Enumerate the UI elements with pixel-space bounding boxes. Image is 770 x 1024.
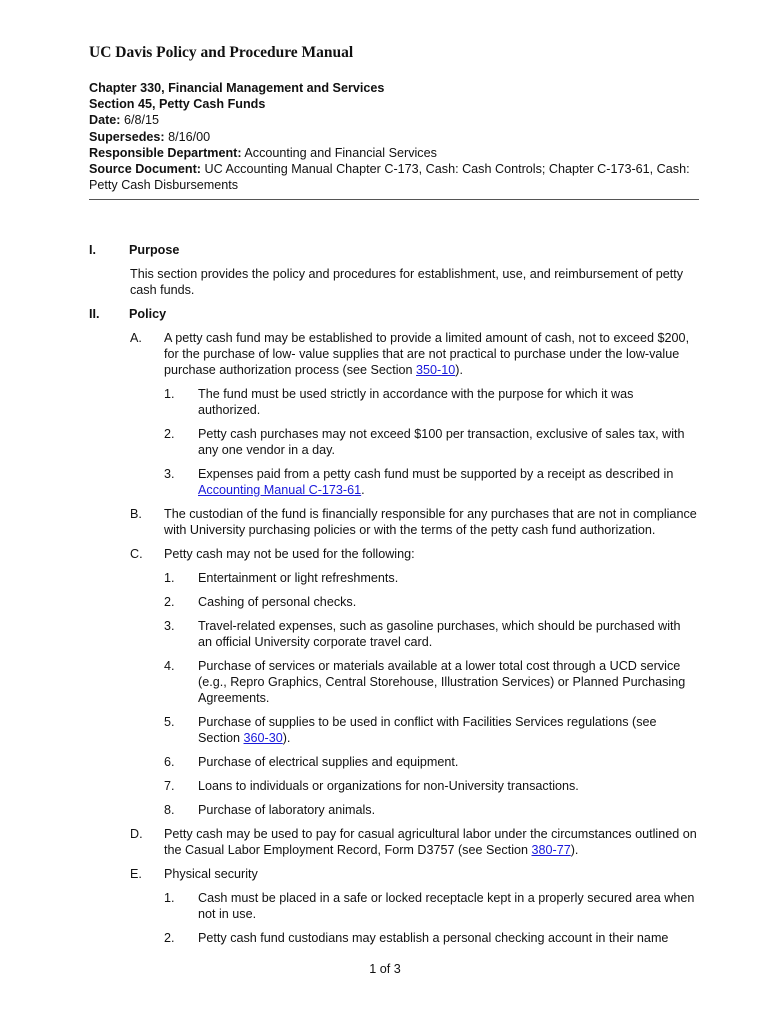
page-number: 1 of 3 [369, 962, 401, 976]
date-line: Date: 6/8/15 [89, 113, 160, 128]
document-metadata [89, 80, 709, 193]
item-c-sub-4-line-1: Purchase of services or materials available at a lower total cost through a UCD service [198, 659, 681, 673]
item-c-sub-3-line-2: an official University corporate travel card. [198, 635, 433, 649]
item-a-sub-2-num: 2. [164, 427, 175, 441]
department-line: Responsible Department: Accounting and Financial Services [89, 145, 437, 160]
item-a-sub-2-line-2: any one vendor in a day. [198, 443, 335, 457]
item-a-sub-2-line-1: Petty cash purchases may not exceed $100 per transaction, exclusive of sales tax, with [198, 427, 685, 441]
item-a-label: A. [130, 331, 142, 345]
item-d-line-2: the Casual Labor Employment Record, Form D3757 (see Section 380-77). [164, 843, 579, 857]
item-c-line-1: Petty cash may not be used for the following: [164, 547, 415, 561]
item-b-label: B. [130, 507, 142, 521]
supersedes-line: Supersedes: 8/16/00 [89, 129, 211, 144]
item-d-line-1: Petty cash may be used to pay for casual agricultural labor under the circumstances outlined on [164, 827, 697, 841]
item-e-sub-1-num: 1. [164, 891, 175, 905]
item-c-sub-1-line-1: Entertainment or light refreshments. [198, 571, 399, 585]
item-c-sub-2-num: 2. [164, 595, 175, 609]
item-a-line-3: purchase authorization process (see Section 350-10). [164, 363, 463, 377]
item-c-sub-5-line-1: Purchase of supplies to be used in conflict with Facilities Services regulations (see [198, 715, 657, 729]
purpose-text-line-2: cash funds. [130, 283, 195, 297]
link-section-380-77[interactable]: 380-77 [531, 843, 571, 857]
item-c-sub-6-line-1: Purchase of electrical supplies and equipment. [198, 755, 459, 769]
item-c-sub-7-line-1: Loans to individuals or organizations for non-University transactions. [198, 779, 579, 793]
item-c-sub-8-line-1: Purchase of laboratory animals. [198, 803, 376, 817]
link-accounting-manual-c-173-61[interactable]: Accounting Manual C-173-61 [198, 483, 362, 497]
section-number-1: I. [89, 243, 96, 257]
item-c-sub-4-num: 4. [164, 659, 175, 673]
item-c-sub-4-line-3: Agreements. [198, 691, 270, 705]
item-e-sub-1-line-2: not in use. [198, 907, 257, 921]
item-d-label: D. [130, 827, 143, 841]
item-c-sub-2-line-1: Cashing of personal checks. [198, 595, 357, 609]
manual-title: UC Davis Policy and Procedure Manual [89, 44, 354, 61]
item-e-label: E. [130, 867, 142, 881]
item-a-sub-1-num: 1. [164, 387, 175, 401]
section-number-2: II. [89, 307, 100, 321]
item-c-sub-3-num: 3. [164, 619, 175, 633]
item-c-label: C. [130, 547, 143, 561]
item-c-sub-7-num: 7. [164, 779, 175, 793]
item-b-line-1: The custodian of the fund is financially responsible for any purchases that are not in compliance [164, 507, 697, 521]
section-line: Section 45, Petty Cash Funds [89, 97, 266, 112]
item-e-sub-1-line-1: Cash must be placed in a safe or locked receptacle kept in a properly secured area when [198, 891, 695, 905]
item-a-sub-1-line-2: authorized. [198, 403, 261, 417]
item-c-sub-8-num: 8. [164, 803, 175, 817]
item-c-sub-4-line-2: (e.g., Repro Graphics, Central Storehouse, Illustration Services) or Planned Purchasing [198, 675, 686, 689]
item-e-sub-2-line-1: Petty cash fund custodians may establish a personal checking account in their name [198, 931, 669, 945]
section-heading-policy: Policy [129, 307, 167, 321]
item-c-sub-5-num: 5. [164, 715, 175, 729]
item-e-line-1: Physical security [164, 867, 258, 881]
item-e-sub-2-num: 2. [164, 931, 175, 945]
item-c-sub-3-line-1: Travel-related expenses, such as gasoline purchases, which should be purchased with [198, 619, 681, 633]
source-document-line: Source Document: UC Accounting Manual Chapter C-173, Cash: Cash Controls; Chapter C-173-61, Cash: Petty Cash Disbursements [89, 162, 690, 193]
item-a-sub-3-line-1: Expenses paid from a petty cash fund must be supported by a receipt as described in [198, 467, 674, 481]
chapter-line: Chapter 330, Financial Management and Services [89, 81, 385, 95]
link-section-350-10[interactable]: 350-10 [416, 363, 456, 377]
item-a-sub-3-line-2: Accounting Manual C-173-61. [198, 483, 365, 497]
item-a-sub-1-line-1: The fund must be used strictly in accordance with the purpose for which it was [198, 387, 634, 401]
section-heading-purpose: Purpose [129, 243, 180, 257]
purpose-text-line-1: This section provides the policy and procedures for establishment, use, and reimbursement of petty [130, 267, 684, 281]
item-b-line-2: with University purchasing policies or with the terms of the petty cash fund authorization. [164, 523, 656, 537]
link-section-360-30[interactable]: 360-30 [243, 731, 283, 745]
header-divider [89, 199, 699, 200]
item-a-line-1: A petty cash fund may be established to provide a limited amount of cash, not to exceed $200, [164, 331, 690, 345]
item-c-sub-5-line-2: Section 360-30). [198, 731, 291, 745]
item-c-sub-1-num: 1. [164, 571, 175, 585]
item-a-line-2: for the purchase of low- value supplies that are not practical to purchase under the low-value [164, 347, 680, 361]
item-c-sub-6-num: 6. [164, 755, 175, 769]
item-a-sub-3-num: 3. [164, 467, 175, 481]
